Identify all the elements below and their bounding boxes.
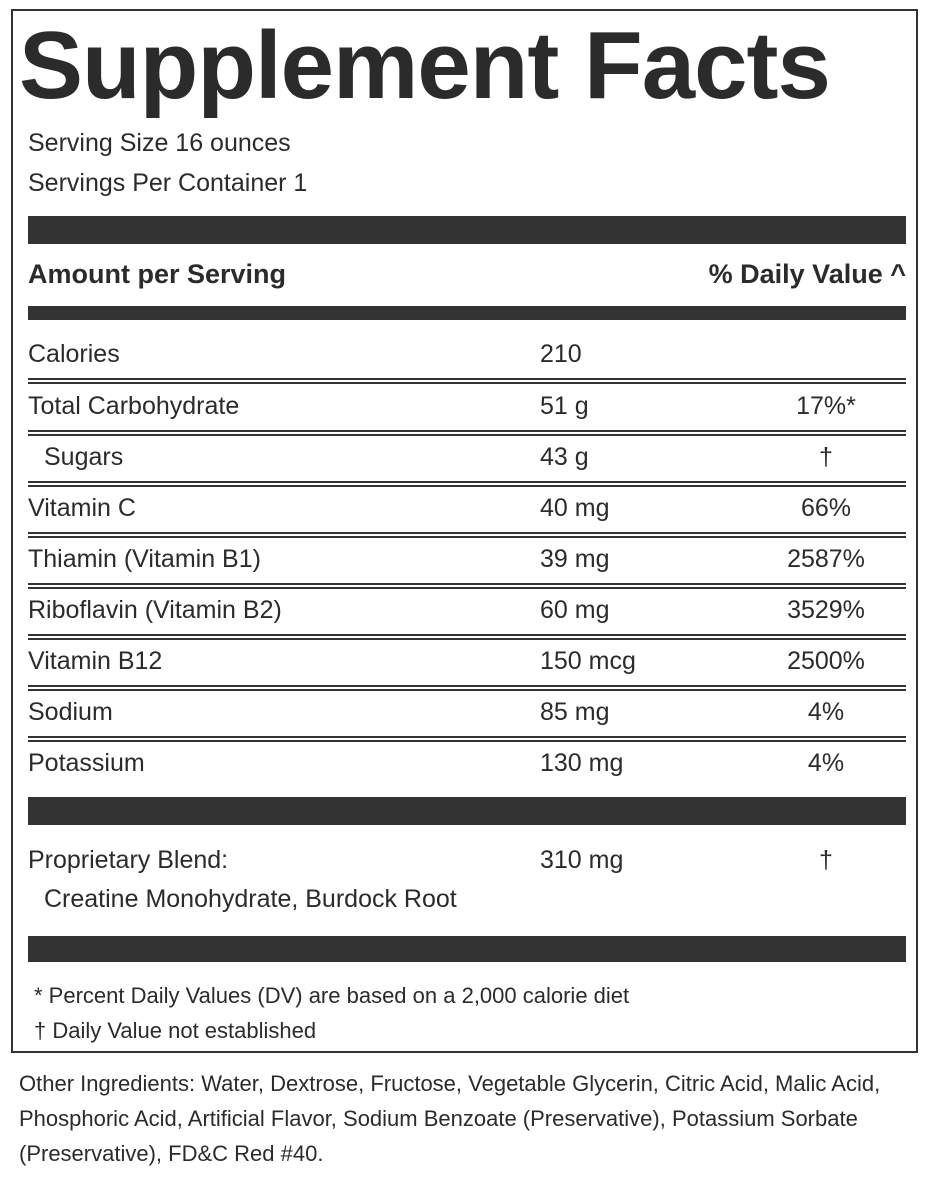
nutrient-row-thiamin: [28, 537, 906, 589]
thick-divider: [28, 797, 906, 825]
nutrient-row-total-carbohydrate: [28, 384, 906, 436]
serving-size: Serving Size 16 ounces: [28, 129, 291, 157]
nutrient-amount: 130 mg: [540, 749, 624, 777]
nutrient-amount: 60 mg: [540, 596, 610, 624]
proprietary-blend-row: [28, 838, 906, 920]
nutrient-row-potassium: [28, 741, 906, 793]
amount-per-serving-header: Amount per Serving: [28, 259, 287, 289]
nutrient-name: Vitamin B12: [28, 647, 163, 675]
footnote-daily-value: * Percent Daily Values (DV) are based on a 2,000 calorie diet: [34, 983, 630, 1008]
nutrient-name: Thiamin (Vitamin B1): [28, 545, 261, 573]
nutrient-daily-value: 2587%: [787, 545, 865, 573]
nutrient-amount: 43 g: [540, 443, 589, 471]
nutrient-name: Calories: [28, 340, 120, 368]
nutrient-daily-value: 4%: [807, 749, 845, 777]
thick-divider: [28, 216, 906, 244]
nutrient-daily-value: 3529%: [787, 596, 865, 624]
nutrient-daily-value: 4%: [807, 698, 845, 726]
blend-ingredients: Creatine Monohydrate, Burdock Root: [44, 885, 457, 913]
nutrient-row-sugars: [28, 435, 906, 487]
medium-divider: [28, 306, 906, 320]
servings-per-container: Servings Per Container 1: [28, 169, 308, 197]
nutrient-daily-value: 66%: [800, 494, 852, 522]
nutrient-daily-value: 2500%: [787, 647, 865, 675]
blend-amount: 310 mg: [540, 846, 624, 874]
nutrient-name: Total Carbohydrate: [28, 392, 240, 420]
nutrient-name: Sugars: [44, 443, 124, 471]
nutrient-amount: 85 mg: [540, 698, 610, 726]
nutrient-amount: 40 mg: [540, 494, 610, 522]
nutrient-amount: 39 mg: [540, 545, 610, 573]
nutrient-daily-value: 17%*: [796, 392, 856, 420]
nutrient-amount: 150 mcg: [540, 647, 636, 675]
nutrient-amount: 51 g: [540, 392, 589, 420]
nutrient-daily-value: †: [819, 443, 833, 471]
nutrient-row-calories: [28, 332, 906, 384]
other-ingredients: Other Ingredients: Water, Dextrose, Fructose, Vegetable Glycerin, Citric Acid, Malic Acid, Phosphoric Acid, Artificial Flavor, Sodium Benzoate (Preservative), Potassium Sorbate (Preservative), FD&C Red #40.: [19, 1071, 881, 1166]
footnote-dagger: † Daily Value not established: [34, 1018, 317, 1043]
daily-value-header: % Daily Value ^: [708, 259, 906, 289]
label-title: Supplement Facts: [19, 12, 830, 119]
nutrient-row-riboflavin: [28, 588, 906, 640]
nutrient-row-vitamin-b12: [28, 639, 906, 691]
nutrient-name: Potassium: [28, 749, 145, 777]
nutrient-row-vitamin-c: [28, 486, 906, 538]
thick-divider: [28, 936, 906, 962]
nutrient-row-sodium: [28, 690, 906, 742]
nutrient-name: Riboflavin (Vitamin B2): [28, 596, 282, 624]
blend-daily-value: †: [819, 846, 833, 874]
nutrient-name: Sodium: [28, 698, 113, 726]
nutrient-name: Vitamin C: [28, 494, 136, 522]
nutrient-amount: 210: [540, 340, 582, 368]
blend-name: Proprietary Blend:: [28, 846, 229, 874]
